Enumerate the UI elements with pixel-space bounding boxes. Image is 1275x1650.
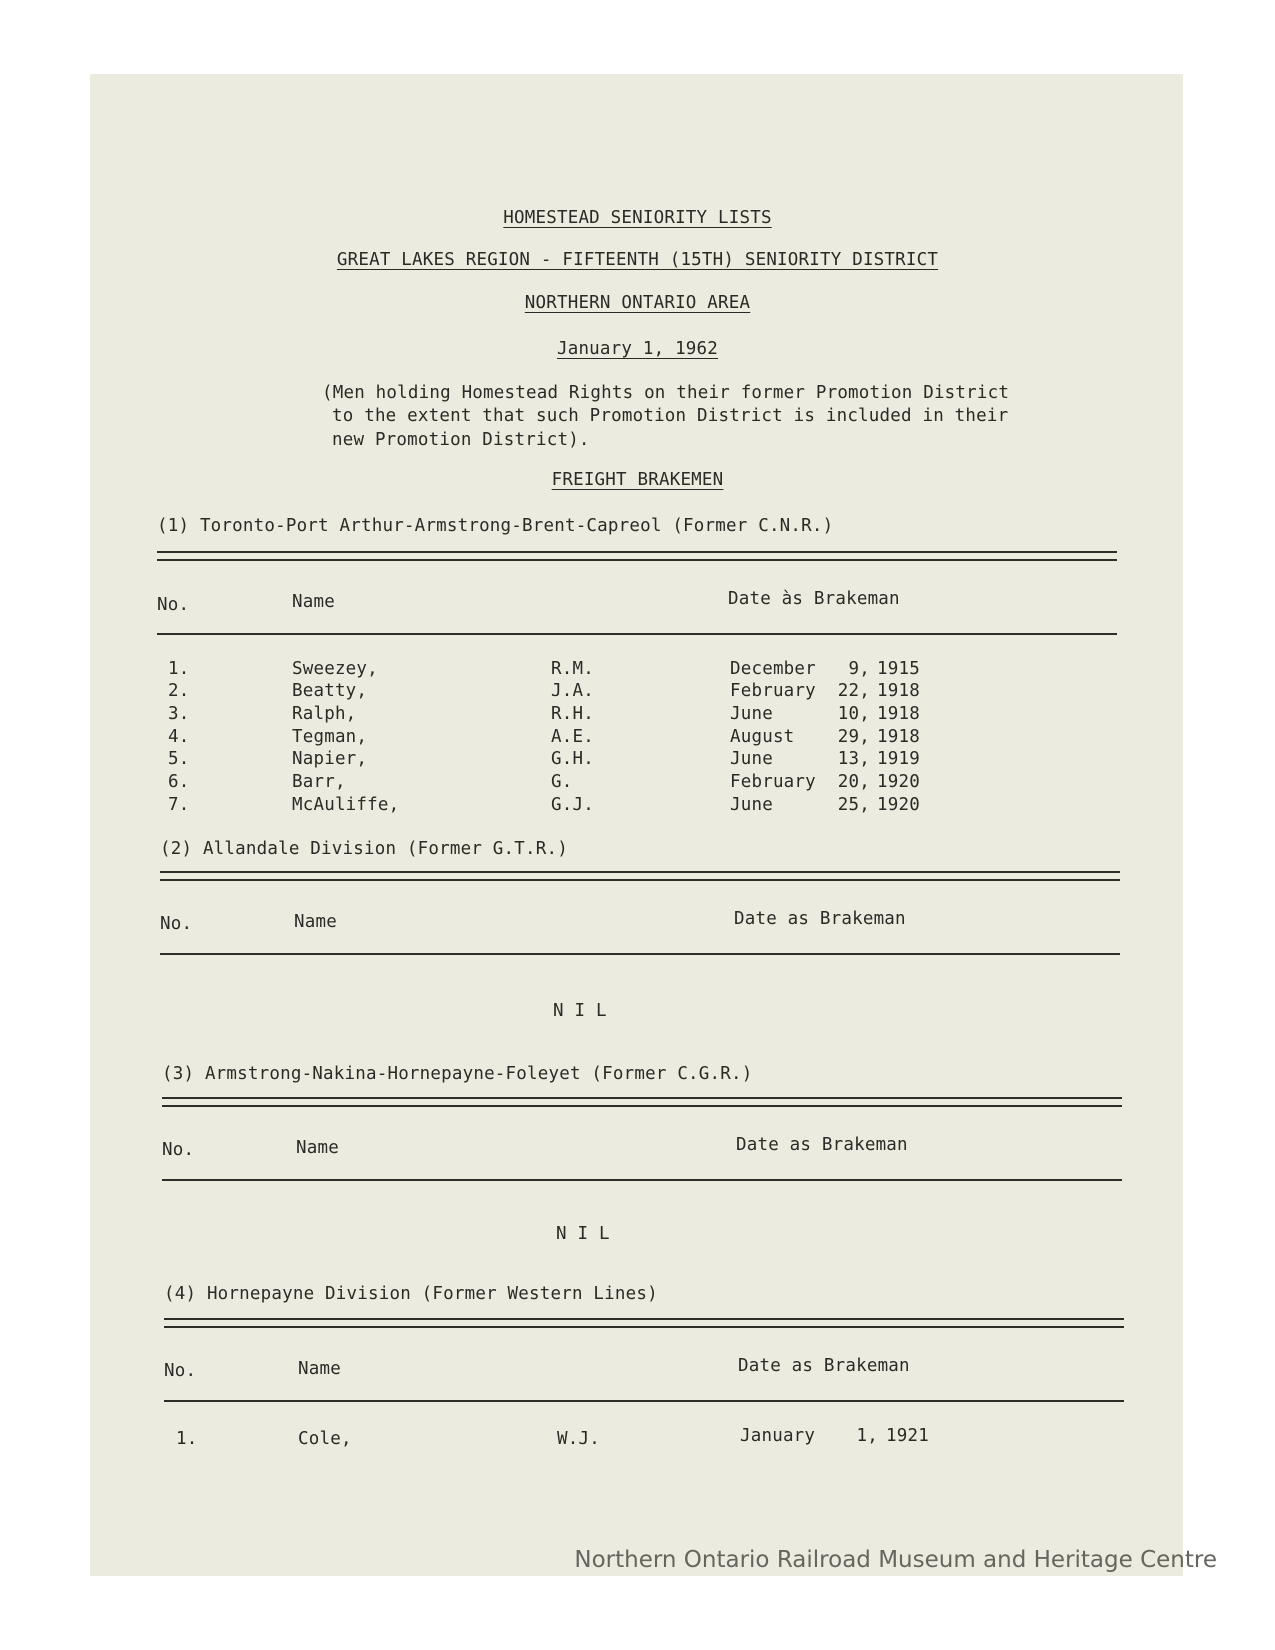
row-year: 1918 xyxy=(877,681,920,701)
row-number: 1. xyxy=(176,1429,198,1449)
row-year: 1915 xyxy=(877,659,920,679)
row-number: 5. xyxy=(168,749,190,769)
museum-credit: Northern Ontario Railroad Museum and Heritage Centre xyxy=(574,1547,1217,1573)
double-rule xyxy=(162,1097,1122,1099)
row-month: June xyxy=(730,749,773,769)
header-rule xyxy=(164,1400,1124,1402)
double-rule xyxy=(160,871,1120,873)
column-header-date: Date as Brakeman xyxy=(734,909,906,929)
column-header-date: Date as Brakeman xyxy=(736,1135,908,1155)
row-number: 3. xyxy=(168,704,190,724)
section-heading: (1) Toronto-Port Arthur-Armstrong-Brent-Capreol (Former C.N.R.) xyxy=(157,516,834,536)
row-surname: Barr, xyxy=(292,772,346,792)
row-year: 1918 xyxy=(877,704,920,724)
note-line: to the extent that such Promotion District is included in their xyxy=(332,406,1009,426)
column-header-name: Name xyxy=(296,1138,339,1158)
row-day: 13, xyxy=(837,749,870,769)
nil-entry: N I L xyxy=(553,1001,607,1021)
column-header-name: Name xyxy=(298,1359,341,1379)
row-month: December xyxy=(730,659,816,679)
header-rule xyxy=(157,633,1117,635)
double-rule xyxy=(157,551,1117,553)
row-number: 7. xyxy=(168,795,190,815)
row-initials: G.H. xyxy=(551,749,594,769)
note-line: new Promotion District). xyxy=(332,430,590,450)
row-month: February xyxy=(730,772,816,792)
row-number: 6. xyxy=(168,772,190,792)
row-day: 1, xyxy=(856,1426,878,1446)
row-day: 29, xyxy=(837,727,870,747)
double-rule xyxy=(157,559,1117,561)
row-initials: A.E. xyxy=(551,727,594,747)
double-rule xyxy=(162,1105,1122,1107)
row-year: 1920 xyxy=(877,772,920,792)
row-day: 25, xyxy=(837,795,870,815)
row-initials: J.A. xyxy=(551,681,594,701)
row-surname: McAuliffe, xyxy=(292,795,400,815)
row-month: June xyxy=(730,704,773,724)
row-surname: Cole, xyxy=(298,1429,352,1449)
row-day: 20, xyxy=(837,772,870,792)
nil-entry: N I L xyxy=(556,1224,610,1244)
row-initials: W.J. xyxy=(557,1429,600,1449)
double-rule xyxy=(160,879,1120,881)
column-header-date: Date às Brakeman xyxy=(728,589,900,609)
row-number: 4. xyxy=(168,727,190,747)
row-surname: Beatty, xyxy=(292,681,368,701)
area-heading: NORTHERN ONTARIO AREA xyxy=(524,293,751,313)
section-heading: (4) Hornepayne Division (Former Western Lines) xyxy=(164,1284,658,1304)
row-surname: Ralph, xyxy=(292,704,357,724)
double-rule xyxy=(164,1318,1124,1320)
row-day: 9, xyxy=(848,659,870,679)
row-month: January xyxy=(740,1426,816,1446)
row-month: June xyxy=(730,795,773,815)
section-heading: (3) Armstrong-Nakina-Hornepayne-Foleyet (Former C.G.R.) xyxy=(162,1064,753,1084)
row-year: 1920 xyxy=(877,795,920,815)
section-heading: (2) Allandale Division (Former G.T.R.) xyxy=(160,839,568,859)
row-number: 2. xyxy=(168,681,190,701)
document-title: HOMESTEAD SENIORITY LISTS xyxy=(503,208,772,228)
column-header-no: No. xyxy=(164,1361,197,1381)
header-rule xyxy=(162,1179,1122,1181)
double-rule xyxy=(164,1326,1124,1328)
note-line: (Men holding Homestead Rights on their former Promotion District xyxy=(322,383,1010,403)
column-header-no: No. xyxy=(160,914,193,934)
column-header-no: No. xyxy=(157,595,190,615)
region-heading: GREAT LAKES REGION - FIFTEENTH (15TH) SENIORITY DISTRICT xyxy=(336,250,939,270)
header-rule xyxy=(160,953,1120,955)
row-initials: G. xyxy=(551,772,573,792)
row-surname: Napier, xyxy=(292,749,368,769)
category-heading: FREIGHT BRAKEMEN xyxy=(551,470,724,490)
row-number: 1. xyxy=(168,659,190,679)
column-header-date: Date as Brakeman xyxy=(738,1356,910,1376)
column-header-name: Name xyxy=(292,592,335,612)
row-month: August xyxy=(730,727,795,747)
row-year: 1919 xyxy=(877,749,920,769)
row-surname: Sweezey, xyxy=(292,659,378,679)
row-initials: R.M. xyxy=(551,659,594,679)
row-month: February xyxy=(730,681,816,701)
row-day: 10, xyxy=(837,704,870,724)
row-year: 1921 xyxy=(886,1426,929,1446)
row-initials: R.H. xyxy=(551,704,594,724)
row-initials: G.J. xyxy=(551,795,594,815)
row-surname: Tegman, xyxy=(292,727,368,747)
row-year: 1918 xyxy=(877,727,920,747)
row-day: 22, xyxy=(837,681,870,701)
column-header-name: Name xyxy=(294,912,337,932)
column-header-no: No. xyxy=(162,1140,195,1160)
list-date: January 1, 1962 xyxy=(556,339,719,359)
